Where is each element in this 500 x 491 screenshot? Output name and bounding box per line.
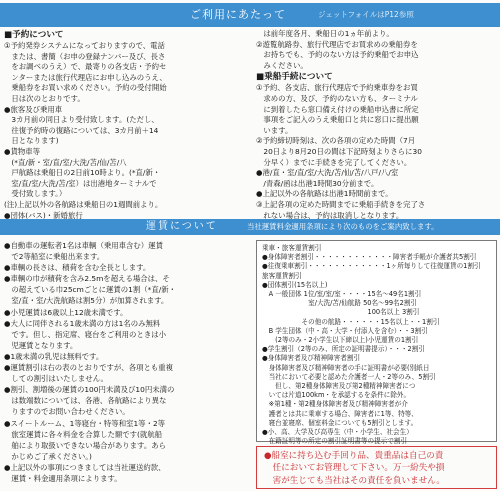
boarding-body (256, 83, 500, 221)
reservation-line: ンターまたは旅行代理店にお申し込みのうえ、 (4, 72, 167, 82)
fare-line: ●自動車の運転者1名は車輌（乗用車含む）運賃 (4, 241, 163, 250)
discount-body (262, 244, 491, 446)
discount-line: 護者とは共に乗車する場合、障害者に1等、特等、 (262, 409, 418, 418)
boarding-heading: ■乗船手続について (256, 72, 333, 83)
discount-line: ●身体障害者割引・・・・・・・・・・・・障害者手帳が介護者共5割引 (262, 253, 477, 262)
discount-line: 室/大洗/苫/仙航路 50名〜99名2割引 (262, 299, 418, 308)
fare-body (4, 240, 254, 484)
boarding-line: 事項をご記入のうえ乗船口と共に窓口に提出願 (256, 115, 419, 125)
reservation-line: ①予約発券システムになっておりますので、電話 (4, 41, 165, 50)
fare-line: 運賃・料金適用条項によります。 (4, 473, 122, 483)
reservation-line: (注)上記以外の各航路は乗船日の1週間前より。 (4, 199, 163, 209)
boarding-line: ①予約、各支店、旅行代理店で予約乗車券をお買 (256, 83, 418, 93)
boarding-line: ●港/直・室/直/室/大洗/苫/仙/苫/八戸/八/室 (256, 168, 399, 178)
page-title: ご利用にあたって (190, 7, 286, 21)
discount-line: ●往復乗車割引・・・・・・・・・・・・1ヶ所毎りして往復運賃の1割引 (262, 262, 481, 271)
fare-line: ●小児運賃は6歳以上12歳未満です。 (4, 307, 128, 317)
boarding-line: います。 (256, 125, 293, 135)
reservation-cont-line: みください。 (256, 60, 308, 70)
fare-line: の超えている巾25cmごとに運賃の1割（*直/新・ (4, 285, 176, 295)
fare-line: ●車輌の長さは、積荷を含む全長とします。 (4, 263, 151, 273)
reservation-cont-line: お持ちでも、予約のない方は予約乗船でお申込 (256, 50, 419, 60)
discount-line: 寝台並寝席、個室料金についても5割引とします。 (262, 418, 418, 427)
reservation-line: 乗船券をお買い求めください。予約の受付開始 (4, 83, 167, 93)
boarding-line: /青森/函は出港1時間30分前まで。 (256, 178, 379, 188)
discount-line: B 学生団体（中・高・大学・付添人を含む）・・3割引 (262, 326, 428, 335)
fare-line: ●車輌の巾が積荷を含み2.5mを超える場合は、そ (4, 274, 170, 284)
discount-line: 旅客運賃割引 (262, 271, 302, 280)
reservation-heading: ■予約について (4, 30, 64, 40)
boarding-line: ●上記以外の各航路は出港1時間前まで。 (256, 189, 393, 199)
warning-line: ●船室に持ち込む手回り品、貴重品は自己の責 (264, 451, 444, 461)
fare-line: 舶により取扱いできない場合があります。あら (4, 440, 167, 450)
fare-line: りますのでお問い合わせください。 (4, 407, 130, 417)
reservation-line: ●団体(バス)・新婚旅行 (4, 210, 83, 220)
fare-line: しての割引はいたしません。 (4, 374, 108, 384)
fare-line: 児運賃となります。 (4, 340, 78, 350)
warning-line: 任においてお管理して下さい。万一紛失や損 (264, 463, 445, 474)
fare-line: ●1歳未満の乳児は無料です。 (4, 351, 104, 361)
reservation-body (4, 41, 254, 221)
discount-line: その他の航路・・・・・・15名以上・・1割引 (262, 317, 440, 326)
reservation-line: 戸航路は乗船日の2日前10時より。(*直/新・ (4, 168, 161, 178)
discount-line: 但し、第2種身体障害及び第2種精神障害者につ (262, 382, 416, 391)
discount-line: ●学生割引（2等のみ、所定の証明書提示）・・・2割引 (262, 345, 425, 354)
fare-line: かじめご了承ください。) (4, 451, 92, 461)
warning-body (264, 450, 489, 487)
reservation-line: をお調べのうえ）で、最寄りの各支店・予約セ (4, 62, 167, 72)
reservation-cont-body (256, 29, 500, 71)
reservation-line: ●貨物車等 (4, 146, 41, 156)
fare-line: です。但し、指定席、寝台をご利用のときは小 (4, 329, 167, 339)
header-note: ジェットフォイルはP12参照 (318, 9, 414, 19)
reservation-line: または、書簡（お申の登録ナンバー及び、長さ (4, 51, 166, 61)
boarding-line: 20日より8月20日の間は下記時刻よりさらに30 (256, 146, 422, 156)
warning-line: 害が生じても当社はその責任を負いません。 (264, 475, 445, 486)
fare-banner (0, 219, 500, 235)
reservation-line: 往復予約時の復路については、3カ月前＋14 (4, 125, 159, 135)
fare-line: ●運賃割引は右の表のとおりですが、各項とも重複 (4, 363, 174, 373)
discount-table (256, 240, 497, 446)
discount-line: (2等のみ・2小学生以下締以上)小児運賃の1割引 (262, 336, 419, 345)
fare-line: ●スイートルーム、1等寝台・特等和室1等・2等 (4, 418, 166, 428)
discount-line: ●団体割引(15名以上) (262, 280, 328, 289)
discount-line: 乗車・旅客運賃割引 (262, 244, 322, 252)
discount-line: 100名以上 3割引 (262, 308, 420, 317)
fare-note: 当社運賃料金適用条項により次のものをご案内致します。 (247, 221, 439, 231)
reservation-section (4, 29, 254, 221)
fare-heading: 運賃について (146, 220, 218, 232)
discount-line: ※第1種・第2種身体障害者及び精神障害者が介 (262, 400, 408, 409)
discount-line: 身体障害者及び精神障害者の手に証明書が必要(別紙日 (262, 363, 430, 372)
fare-line: ●大人に同伴される1歳未満の方は1名のみ無料 (4, 318, 161, 328)
boarding-line: 分早く）までに手続きを完了してください。 (256, 157, 412, 167)
reservation-line: 3カ月前の同日より受付致します。(ただし、 (4, 115, 159, 125)
discount-line: A 一般団体 1位/室/室/室・・・・15名〜49名1割引 (262, 290, 422, 299)
reservation-line: 日は次のとおりです。 (4, 93, 85, 103)
header-banner (0, 3, 500, 27)
warning-notice (256, 446, 497, 489)
fare-line: 旅室運賃に各々料金を合算した額です(就航船 (4, 429, 163, 439)
discount-line: 在籍証明等の所定の割引証明書等の提示で割引 (262, 437, 408, 446)
fare-line: は数端数については、各港、各航路により異な (4, 396, 167, 406)
fare-line: ●割引、割増後の運賃の100円未満及び10円未満の (4, 385, 175, 395)
reservation-line: (*直/新・室/直/室/大洗/苫/仙/苫/八 (4, 157, 127, 167)
discount-line: ●身体障害者及び精神障害者割引 (262, 354, 361, 363)
reservation-cont-line: ②遊覧航路券、旅行代理店でお買求めの乗船券を (256, 39, 418, 49)
boarding-line: に到着したら窓口備え付けの乗船申込書に所定 (256, 104, 419, 114)
boarding-line: ②予約締切時刻は、次の各項の定めた時間（7月 (256, 136, 416, 146)
reservation-cont-line: は前年度各月、乗船日の1ヵ年前より。 (256, 29, 394, 38)
reservation-line: 日となります) (4, 136, 59, 146)
boarding-line: 求めの方、及び、予約のない方も、ターミナル (256, 93, 418, 103)
fare-line: 室/直・室/大洗航路は割5分）が加算されます。 (4, 296, 169, 306)
reservation-line: 受付致します。） (4, 189, 67, 199)
fare-section (4, 240, 254, 484)
boarding-line: れない場合は、予約は取消しとなります。 (256, 210, 404, 220)
discount-line: ●小、高、大学及び高専生（中・小学生、社会生） (262, 428, 413, 437)
fare-line: ●上記以外の事項につきましては当社運送約款、 (4, 462, 166, 472)
reservation-line: ●旅客及び乗用車 (4, 104, 63, 114)
fare-line: で2等船室に乗船出来ます。 (4, 252, 105, 262)
discount-line: いては片道100km・を承認するを条件に除外。 (262, 391, 411, 400)
reservation-continued (256, 29, 500, 221)
discount-line: 当社において必要と認めた介護者一人・2等のみ、5割引 (262, 372, 436, 381)
boarding-line: ③上記各項の定めた時間までに乗船手続きを完了さ (256, 199, 426, 209)
reservation-line: 室/直/室/大洗/苫/室）は出港地ターミナルで (4, 178, 157, 188)
